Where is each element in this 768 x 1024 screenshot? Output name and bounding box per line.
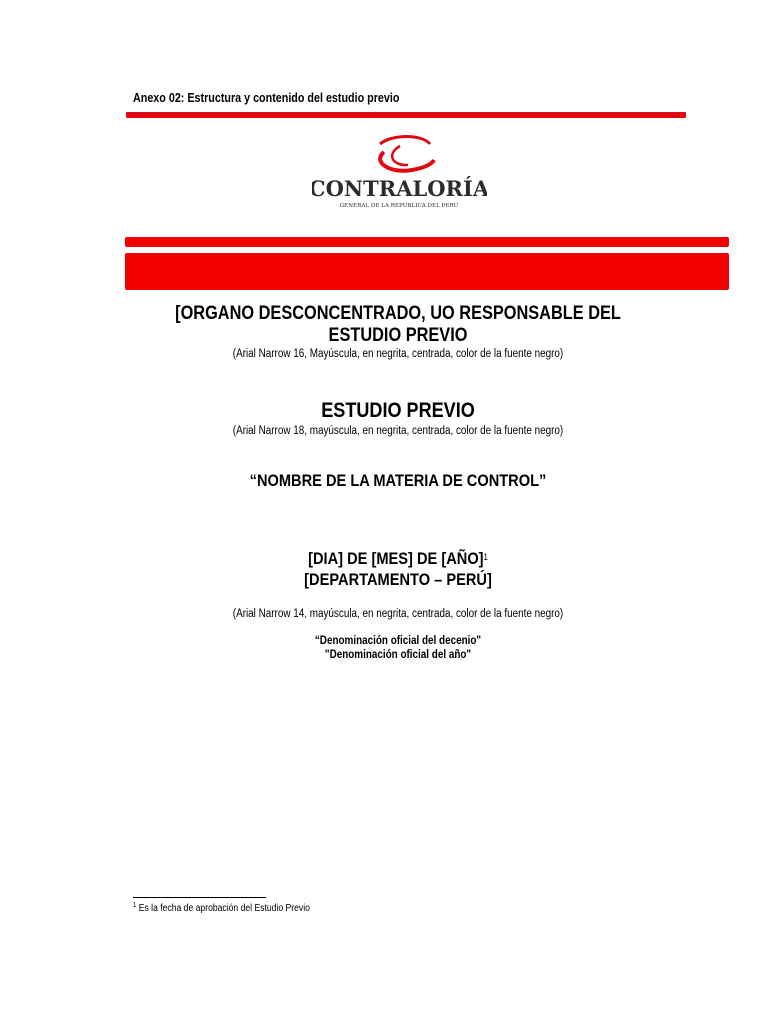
contraloria-logo xyxy=(312,132,487,217)
organ-format-note: (Arial Narrow 16, Mayúscula, en negrita, centrada, color de la fuente negro) xyxy=(232,348,564,360)
footnote-separator xyxy=(133,897,266,898)
date-format-note: (Arial Narrow 14, mayúscula, en negrita, centrada, color de la fuente negro) xyxy=(232,608,564,620)
annex-title: Anexo 02: Estructura y contenido del estudio previo xyxy=(133,91,400,105)
location-line: [DEPARTAMENTO – PERÚ] xyxy=(304,570,492,589)
study-format-note: (Arial Narrow 18, mayúscula, en negrita, centrada, color de la fuente negro) xyxy=(232,425,564,437)
svg-text:GENERAL DE LA REPÚBLICA DEL PE: GENERAL DE LA REPÚBLICA DEL PERÚ xyxy=(339,203,459,209)
date-line xyxy=(56,548,741,569)
header-rule xyxy=(126,112,686,118)
matter-name: “NOMBRE DE LA MATERIA DE CONTROL” xyxy=(249,471,547,490)
red-band-thick xyxy=(125,253,729,290)
footnote-text: Es la fecha de aprobación del Estudio Previo xyxy=(138,903,310,914)
study-title: ESTUDIO PREVIO xyxy=(321,399,475,422)
decade-name: “Denominación oficial del decenio" xyxy=(314,635,482,647)
date-text: [DIA] DE [MES] DE [AÑO] xyxy=(308,549,484,568)
year-name: "Denominación oficial del año" xyxy=(324,649,472,661)
footnote xyxy=(133,903,310,914)
svg-text:CONTRALORÍA: CONTRALORÍA xyxy=(312,176,487,201)
organ-line-2: ESTUDIO PREVIO xyxy=(328,325,468,346)
date-footnote-ref: 1 xyxy=(483,552,488,562)
red-band-thin xyxy=(125,237,729,247)
footnote-number: 1 xyxy=(133,902,137,909)
organ-line-1: [ORGANO DESCONCENTRADO, UO RESPONSABLE DEL xyxy=(175,303,621,324)
